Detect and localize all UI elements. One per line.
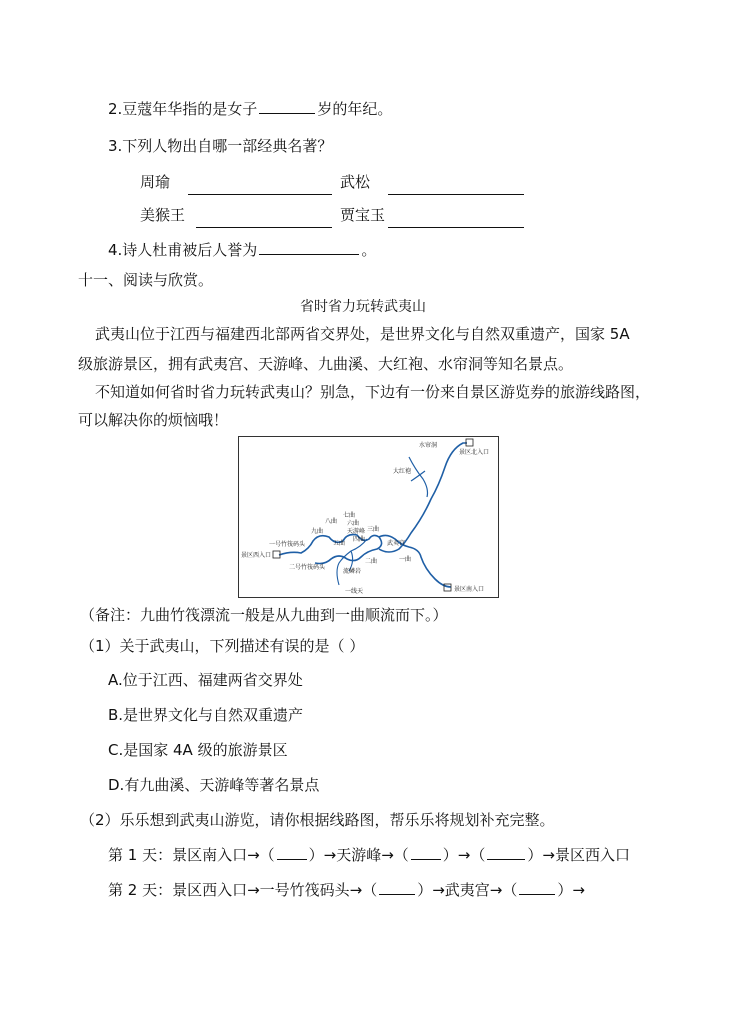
day-2-prefix: 第 2 天：景区西入口→一号竹筏码头→（ xyxy=(108,881,378,899)
map-label: 流鳞岩 xyxy=(343,568,362,575)
day-1-suffix: ）→景区西入口 xyxy=(527,846,630,864)
answer-blank[interactable] xyxy=(411,845,441,860)
map-label: 一线天 xyxy=(345,588,364,595)
question-4-text: 4.诗人杜甫被后人誉为 xyxy=(108,241,258,259)
answer-blank[interactable] xyxy=(188,180,332,195)
character-name: 贾宝玉 xyxy=(340,206,386,224)
map-label: 景区西入口 xyxy=(241,552,272,559)
plan-day-2 xyxy=(108,880,585,900)
map-label: 景区北入口 xyxy=(459,449,490,456)
article-paragraph-line: 级旅游景区，拥有武夷宫、天游峰、九曲溪、大红袍、水帘洞等知名景点。 xyxy=(78,355,574,373)
map-label: 大红袍 xyxy=(393,468,412,475)
map-label: 一曲 xyxy=(399,556,412,563)
route-map-graphic xyxy=(239,437,498,597)
article-paragraph-line: 可以解决你的烦恼哦！ xyxy=(78,411,229,429)
article-title: 省时省力玩转武夷山 xyxy=(300,299,426,315)
map-label: 二曲 xyxy=(365,558,378,565)
day-1-connector: ）→（ xyxy=(442,846,486,864)
answer-blank[interactable] xyxy=(277,845,307,860)
answer-blank[interactable] xyxy=(379,880,415,895)
day-2-connector: ）→武夷宫→（ xyxy=(417,881,518,899)
map-label: 六曲 xyxy=(347,520,360,527)
map-label: 三曲 xyxy=(367,526,380,533)
option-d[interactable]: D.有九曲溪、天游峰等著名景点 xyxy=(108,776,320,794)
answer-blank[interactable] xyxy=(259,240,359,255)
article-paragraph-line: 不知道如何省时省力玩转武夷山？别急，下边有一份来自景区游览券的旅游线路图， xyxy=(95,383,651,401)
map-label: 八曲 xyxy=(325,518,338,525)
question-4-suffix: 。 xyxy=(361,241,377,259)
north-entrance-marker xyxy=(466,439,473,446)
map-label: 九曲 xyxy=(311,528,324,535)
map-label: 水帘洞 xyxy=(419,442,438,449)
route-map xyxy=(238,436,499,598)
route-line xyxy=(379,443,467,552)
question-3-text: 3.下列人物出自哪一部经典名著？ xyxy=(108,137,333,155)
day-2-suffix: ）→ xyxy=(557,881,585,899)
question-2-suffix: 岁的年纪。 xyxy=(317,100,393,118)
day-1-connector: ）→天游峰→（ xyxy=(308,846,409,864)
question-mc: （1）关于武夷山，下列描述有误的是（ ） xyxy=(80,637,365,655)
map-label: 武夷宫 xyxy=(387,540,406,547)
map-label: 天游峰 xyxy=(347,528,366,535)
answer-blank[interactable] xyxy=(196,213,332,228)
map-note: （备注：九曲竹筏漂流一般是从九曲到一曲顺流而下。） xyxy=(80,606,448,624)
option-b[interactable]: B.是世界文化与自然双重遗产 xyxy=(108,706,304,724)
character-name: 周瑜 xyxy=(140,173,171,191)
section-heading: 十一、阅读与欣赏。 xyxy=(78,271,214,289)
map-label: 景区南入口 xyxy=(454,586,485,593)
map-label: 七曲 xyxy=(343,512,356,519)
answer-blank[interactable] xyxy=(259,99,315,114)
day-1-prefix: 第 1 天：景区南入口→（ xyxy=(108,846,275,864)
plan-day-1 xyxy=(108,845,630,865)
character-name: 武松 xyxy=(340,173,371,191)
question-2 xyxy=(108,99,392,119)
route-line xyxy=(409,457,428,497)
option-a[interactable]: A.位于江西、福建两省交界处 xyxy=(108,671,303,689)
option-c[interactable]: C.是国家 4A 级的旅游景区 xyxy=(108,741,288,759)
character-name: 美猴王 xyxy=(140,206,186,224)
answer-blank[interactable] xyxy=(388,180,524,195)
question-2-text: 2.豆蔻年华指的是女子 xyxy=(108,100,258,118)
map-label: 一号竹筏码头 xyxy=(269,541,306,548)
article-paragraph-line: 武夷山位于江西与福建西北部两省交界处，是世界文化与自然双重遗产，国家 5A xyxy=(95,325,630,343)
answer-blank[interactable] xyxy=(388,213,524,228)
map-label: 二号竹筏码头 xyxy=(289,564,326,571)
map-label: 五曲 xyxy=(333,540,346,547)
map-label: 四曲 xyxy=(353,536,366,543)
question-4 xyxy=(108,240,376,260)
answer-blank[interactable] xyxy=(519,880,555,895)
question-plan: （2）乐乐想到武夷山游览，请你根据线路图，帮乐乐将规划补充完整。 xyxy=(80,811,555,829)
answer-blank[interactable] xyxy=(487,845,525,860)
